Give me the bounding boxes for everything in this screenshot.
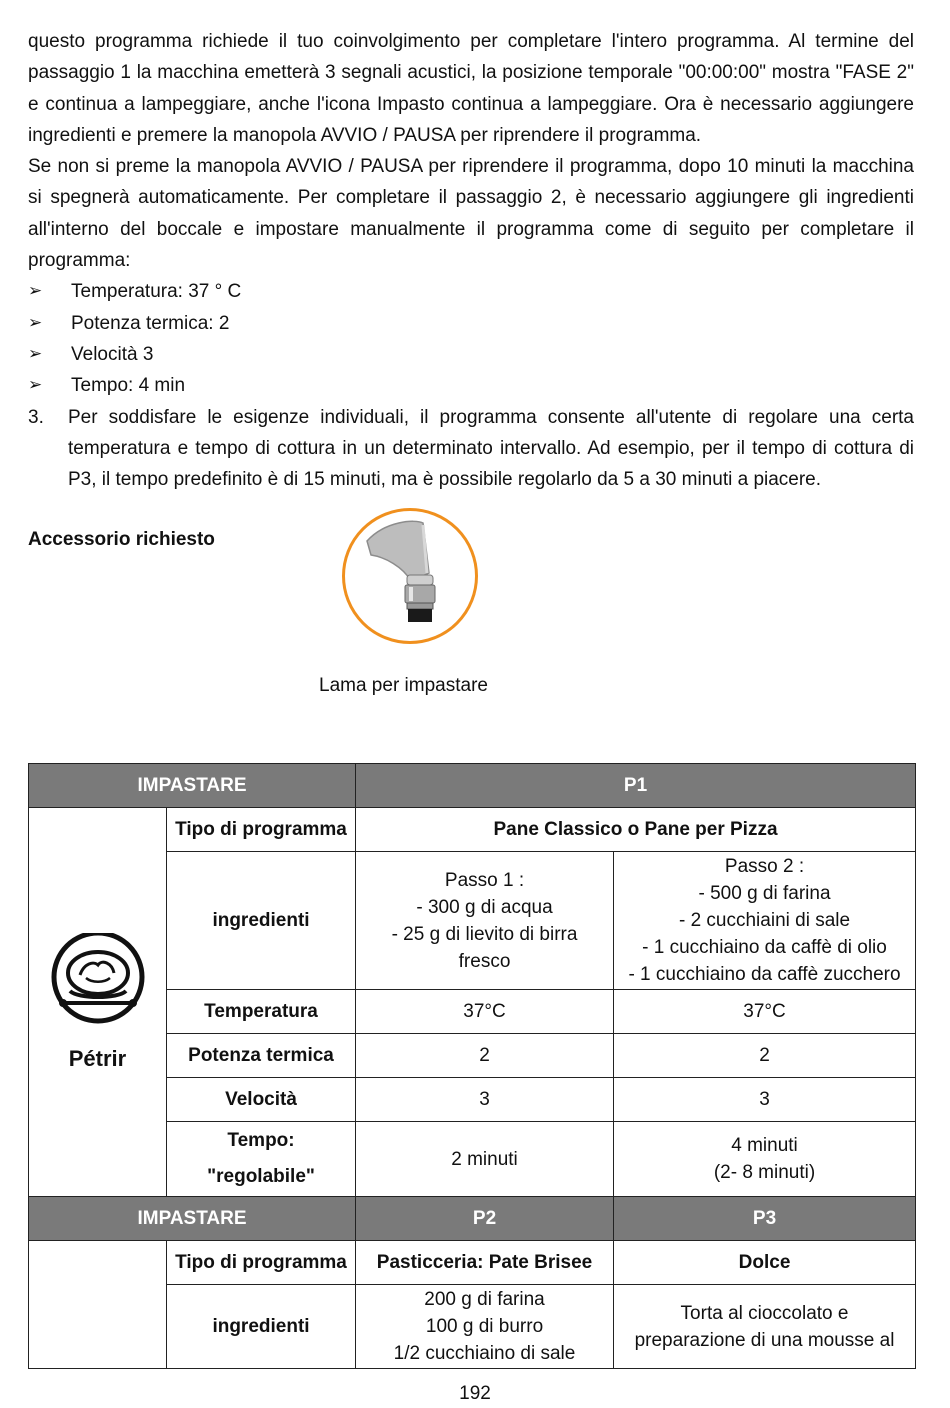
arrow-bullet-icon: ➢ bbox=[28, 281, 43, 302]
header-impastare: IMPASTARE bbox=[29, 764, 356, 808]
row-label: Temperatura bbox=[167, 990, 356, 1034]
program-type-value: Pasticceria: Pate Brisee bbox=[356, 1241, 614, 1285]
arrow-bullet-icon: ➢ bbox=[28, 343, 43, 364]
table-cell: 2 bbox=[614, 1034, 916, 1078]
header-p1: P1 bbox=[356, 764, 916, 808]
program-type-value: Dolce bbox=[614, 1241, 916, 1285]
list-item: ➢ Velocità 3 bbox=[28, 339, 914, 370]
list-item: ➢ Potenza termica: 2 bbox=[28, 308, 914, 339]
page-number: 192 bbox=[459, 1383, 491, 1404]
dough-bowl-icon bbox=[33, 933, 162, 1041]
ingredients-step-1: Passo 1 : - 300 g di acqua - 25 g di lievito di birra fresco bbox=[356, 852, 614, 990]
table-row bbox=[29, 808, 916, 852]
program-icon-label: Pétrir bbox=[68, 1045, 127, 1071]
ingredients-step-2: Passo 2 : - 500 g di farina - 2 cucchiaini di sale - 1 cucchiaino da caffè di olio - 1 cucchiaino da caffè zucchero bbox=[614, 852, 916, 990]
header-impastare: IMPASTARE bbox=[29, 1197, 356, 1241]
row-label: ingredienti bbox=[167, 1285, 356, 1369]
row-label: ingredienti bbox=[167, 852, 356, 990]
table-header-row bbox=[29, 764, 916, 808]
program-type-value: Pane Classico o Pane per Pizza bbox=[356, 808, 916, 852]
numbered-point-3 bbox=[28, 402, 914, 496]
intro-paragraph-2: Se non si preme la manopola AVVIO / PAUSA per riprendere il programma, dopo 10 minuti la macchina si spegnerà automaticamente. Per completare il passaggio 2, è necessario aggiungere gli ingredienti all'interno del boccale e impostare manualmente il programma come di seguito per completare il programma: bbox=[28, 156, 914, 272]
accessory-caption: Lama per impastare bbox=[319, 675, 488, 697]
program-icon-cell bbox=[29, 808, 167, 1197]
list-item: ➢ Temperatura: 37 ° C bbox=[28, 276, 914, 307]
row-label: Tempo: "regolabile" bbox=[167, 1122, 356, 1197]
header-p3: P3 bbox=[614, 1197, 916, 1241]
point-text: Per soddisfare le esigenze individuali, il programma consente all'utente di regolare una certa temperatura e tempo di cottura in un determinato intervallo. Ad esempio, per il tempo di cottura di P3, il tempo predefinito è di 15 minuti, ma è possibile regolarlo da 5 a 30 minuti a piacere. bbox=[68, 406, 914, 491]
table-cell: 37°C bbox=[614, 990, 916, 1034]
intro-paragraph-1: questo programma richiede il tuo coinvolgimento per completare l'intero programma. Al termine del passaggio 1 la macchina emetterà 3 segnali acustici, la posizione temporale "00:00:00" mostra "FASE 2" e continua a lampeggiare, anche l'icona Impasto continua a lampeggiare. Ora è necessario aggiungere ingredienti e premere la manopola AVVIO / PAUSA per riprendere il programma. bbox=[28, 31, 914, 146]
list-item: ➢ Tempo: 4 min bbox=[28, 370, 914, 401]
table-cell: 37°C bbox=[356, 990, 614, 1034]
table-cell: 2 minuti bbox=[356, 1122, 614, 1197]
kneading-blade-icon bbox=[342, 508, 478, 644]
row-label: Tipo di programma bbox=[167, 1241, 356, 1285]
table-row bbox=[29, 1241, 916, 1285]
arrow-bullet-icon: ➢ bbox=[28, 312, 43, 333]
row-label: Tipo di programma bbox=[167, 808, 356, 852]
accessory-label: Accessorio richiesto bbox=[28, 529, 215, 551]
table-header-row bbox=[29, 1197, 916, 1241]
program-table bbox=[28, 763, 916, 1369]
table-cell: 3 bbox=[356, 1078, 614, 1122]
ingredients-p2: 200 g di farina 100 g di burro 1/2 cucchiaino di sale bbox=[356, 1285, 614, 1369]
table-cell: 3 bbox=[614, 1078, 916, 1122]
arrow-bullet-icon: ➢ bbox=[28, 375, 43, 396]
program-icon-cell bbox=[29, 1241, 167, 1369]
table-cell: 2 bbox=[356, 1034, 614, 1078]
point-number: 3. bbox=[28, 406, 44, 428]
row-label: Velocità bbox=[167, 1078, 356, 1122]
settings-list bbox=[28, 276, 914, 401]
table-cell: 4 minuti (2- 8 minuti) bbox=[614, 1122, 916, 1197]
accessory-section bbox=[28, 507, 914, 697]
header-p2: P2 bbox=[356, 1197, 614, 1241]
row-label: Potenza termica bbox=[167, 1034, 356, 1078]
ingredients-p3: Torta al cioccolato e preparazione di una mousse al bbox=[614, 1285, 916, 1369]
page-body bbox=[28, 26, 914, 697]
